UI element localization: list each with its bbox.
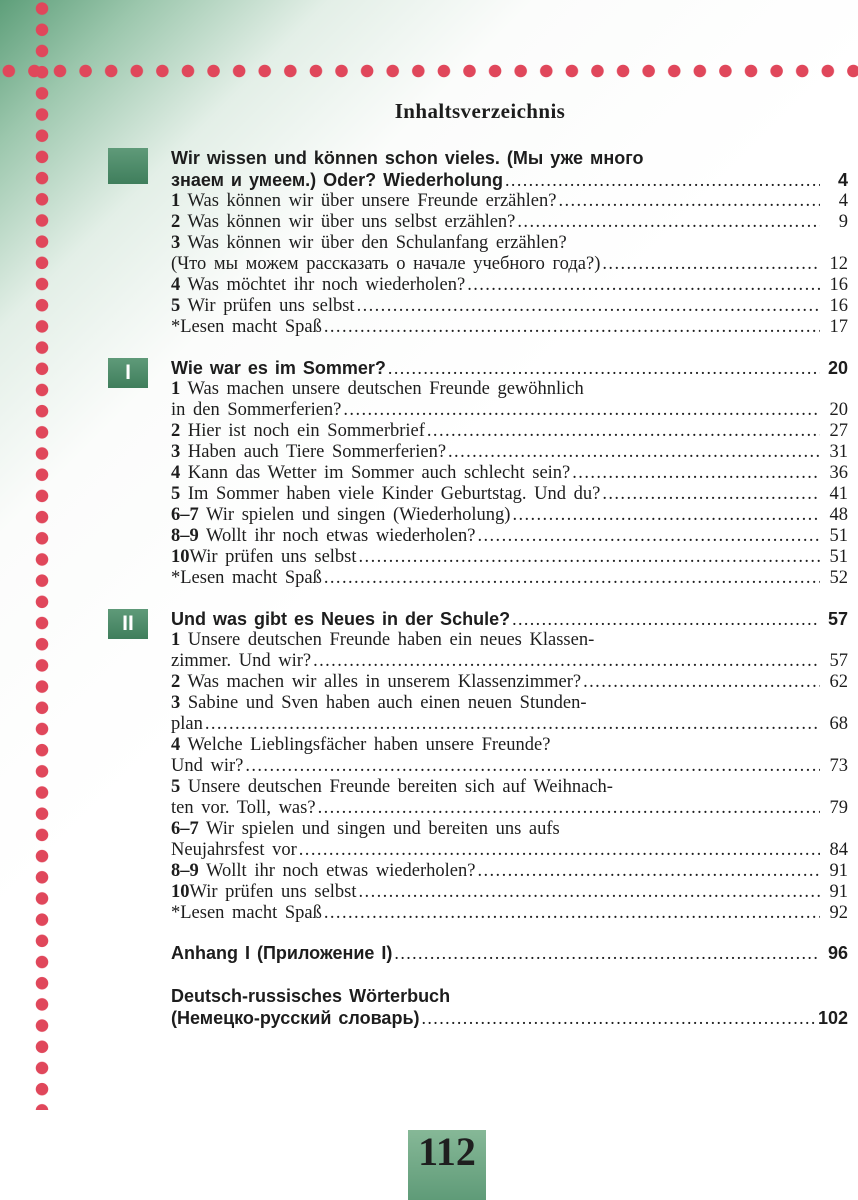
toc-entry[interactable]: 8–9 Wollt ihr noch etwas wiederholen? ..... 91 bbox=[171, 861, 848, 882]
toc-dictionary-line[interactable]: Deutsch-russisches Wörterbuch bbox=[171, 986, 451, 1006]
toc-appendix-line[interactable]: Anhang I (Приложение I) ..... 96 bbox=[171, 943, 848, 964]
toc-entry[interactable]: 5 Im Sommer haben viele Kinder Geburtstag. Und du? ..... 41 bbox=[171, 484, 848, 505]
toc-entry-continuation[interactable]: Und wir? ..... 73 bbox=[171, 756, 848, 777]
toc-entry[interactable]: 5 Unsere deutschen Freunde bereiten sich auf Weihnach- bbox=[171, 777, 613, 797]
toc-entry[interactable]: 3 Was können wir über den Schulanfang erzählen? bbox=[171, 233, 567, 253]
toc-heading-line[interactable]: Und was gibt es Neues in der Schule? ..... 57 bbox=[171, 609, 848, 630]
toc-entry-continuation[interactable]: ten vor. Toll, was? ..... 79 bbox=[171, 798, 848, 819]
dotted-border-top bbox=[0, 63, 858, 79]
toc-entry[interactable]: 3 Sabine und Sven haben auch einen neuen Stunden- bbox=[171, 693, 587, 713]
toc-entry[interactable]: 2 Was machen wir alles in unserem Klassenzimmer? ..... 62 bbox=[171, 672, 848, 693]
section-marker-ii: II bbox=[108, 609, 148, 639]
toc-heading-line[interactable]: знаем и умеем.) Oder? Wiederholung ..... 4 bbox=[171, 170, 848, 191]
toc-entry[interactable]: 2 Was können wir über uns selbst erzählen? ..... 9 bbox=[171, 212, 848, 233]
toc-entry[interactable]: 10Wir prüfen uns selbst ..... 51 bbox=[171, 547, 848, 568]
toc-entry[interactable]: 3 Haben auch Tiere Sommerferien? ..... 31 bbox=[171, 442, 848, 463]
toc-dictionary-line[interactable]: (Немецко-русский словарь) ..... 102 bbox=[171, 1008, 848, 1029]
toc-entry-continuation[interactable]: plan ..... 68 bbox=[171, 714, 848, 735]
toc-section-review bbox=[108, 146, 848, 346]
toc-entry[interactable]: 10Wir prüfen uns selbst ..... 91 bbox=[171, 882, 848, 903]
toc-entry[interactable]: 4 Welche Lieblingsfächer haben unsere Freunde? bbox=[171, 735, 551, 755]
toc-entry[interactable]: 8–9 Wollt ihr noch etwas wiederholen? ..... 51 bbox=[171, 526, 848, 547]
toc-heading-line[interactable]: Wir wissen und können schon vieles. (Мы уже много bbox=[171, 148, 644, 168]
toc-entry[interactable]: 5 Wir prüfen uns selbst ..... 16 bbox=[171, 296, 848, 317]
toc-entry[interactable]: 1 Unsere deutschen Freunde haben ein neues Klassen- bbox=[171, 630, 595, 650]
toc-entry[interactable]: 1 Was machen unsere deutschen Freunde gewöhnlich bbox=[171, 379, 584, 399]
toc-appendix bbox=[108, 941, 848, 971]
toc-entry-reading[interactable]: *Lesen macht Spaß ..... 17 bbox=[171, 317, 848, 338]
dotted-border-left bbox=[34, 0, 50, 1110]
toc-entry-reading[interactable]: *Lesen macht Spaß ..... 92 bbox=[171, 903, 848, 924]
toc-entry[interactable]: 4 Was möchtet ihr noch wiederholen? ..... 16 bbox=[171, 275, 848, 296]
section-marker-square bbox=[108, 148, 148, 184]
toc-entry[interactable]: 6–7 Wir spielen und singen und bereiten uns aufs bbox=[171, 819, 560, 839]
toc-entry-continuation[interactable]: in den Sommerferien? ..... 20 bbox=[171, 400, 848, 421]
toc-section-1 bbox=[108, 356, 848, 596]
toc-entry[interactable]: 1 Was können wir über unsere Freunde erzählen? ..... 4 bbox=[171, 191, 848, 212]
toc-section-2 bbox=[108, 607, 848, 927]
toc-entry-reading[interactable]: *Lesen macht Spaß ..... 52 bbox=[171, 568, 848, 589]
toc-entry[interactable]: 6–7 Wir spielen und singen (Wiederholung) ..... 48 bbox=[171, 505, 848, 526]
toc-entry[interactable]: 2 Hier ist noch ein Sommerbrief ..... 27 bbox=[171, 421, 848, 442]
toc-dictionary bbox=[108, 984, 848, 1034]
toc-heading-line[interactable]: Wie war es im Sommer? ..... 20 bbox=[171, 358, 848, 379]
page-number: 112 bbox=[418, 1129, 476, 1174]
section-marker-i: I bbox=[108, 358, 148, 388]
toc-entry-continuation[interactable]: (Что мы можем рассказать о начале учебного года?) ..... 12 bbox=[171, 254, 848, 275]
page-title: Inhaltsverzeichnis bbox=[394, 99, 566, 123]
toc-entry[interactable]: 4 Kann das Wetter im Sommer auch schlecht sein? ..... 36 bbox=[171, 463, 848, 484]
toc-entry-continuation[interactable]: Neujahrsfest vor ..... 84 bbox=[171, 840, 848, 861]
toc-entry-continuation[interactable]: zimmer. Und wir? ..... 57 bbox=[171, 651, 848, 672]
